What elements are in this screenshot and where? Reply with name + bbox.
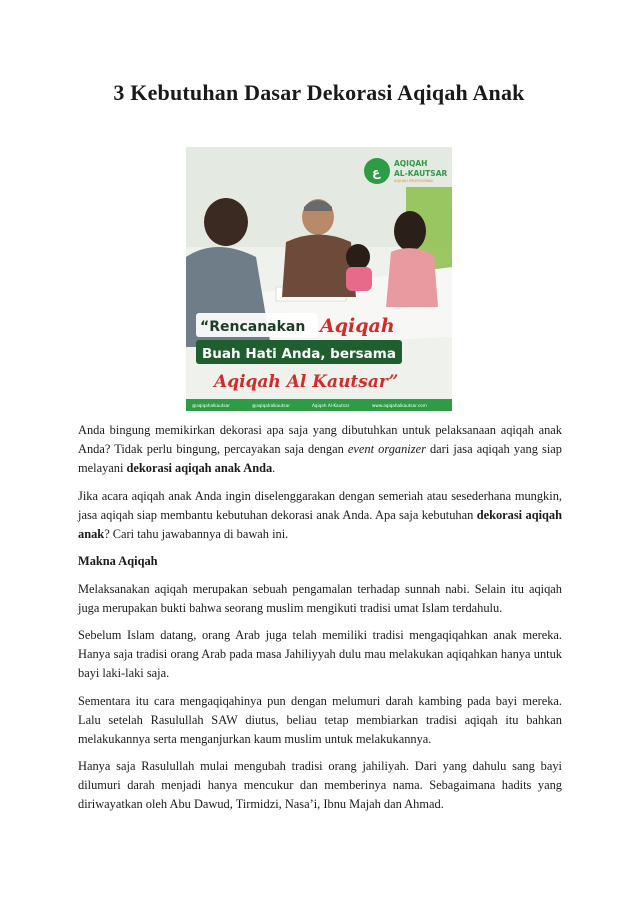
paragraph-intro: Anda bingung memikirkan dekorasi apa saja yang dibutuhkan untuk pelaksanaan aqiqah anak Anda? Tidak perlu bingung, percayakan saja dengan event organizer dari jasa aqiqah yang siap melayani dekorasi aqiqah anak Anda. bbox=[78, 423, 562, 475]
paragraph-kebutuhan: Jika acara aqiqah anak Anda ingin diselenggarakan dengan semeriah atau sesederhana mungkin, jasa aqiqah siap membantu kebutuhan dekorasi anak Anda. Apa saja kebutuhan dekorasi aqiqah anak? Cari tahu jawabannya di bawah ini. bbox=[78, 488, 562, 541]
slogan-line3: Aqiqah Al Kautsar” bbox=[214, 372, 399, 392]
paragraph-makna-4: Hanya saja Rasulullah mulai mengubah tradisi orang jahiliyah. Dari yang dahulu sang bayi dilumuri darah menjadi hanya mencukur dan memberinya nama. Sebagaimana hadits yang diriwayatkan oleh Abu Dawud, Tirmidzi, Nasa’i, Ibnu Majah dan Ahmad. bbox=[78, 759, 562, 811]
logo-line3: AQIQAH PROFESIONAL bbox=[394, 179, 434, 183]
footer-instagram: @aqiqahalkautsar bbox=[192, 403, 230, 408]
emphasis-event-organizer: event organizer bbox=[347, 442, 426, 456]
slogan-line1: “Rencanakan bbox=[200, 319, 306, 335]
paragraph-makna-2: Sebelum Islam datang, orang Arab juga telah memiliki tradisi mengaqiqahkan anak mereka. Hanya saja tradisi orang Arab pada masa Jahiliyyah dulu mau melakukan aqiqahkan hanya untuk bayi laki-laki saja. bbox=[78, 628, 562, 680]
keyword-dekorasi: dekorasi aqiqah anak Anda bbox=[126, 461, 273, 475]
logo-line2: AL-KAUTSAR bbox=[394, 169, 448, 178]
footer-website: www.aqiqahalkautsar.com bbox=[372, 403, 427, 408]
paragraph-makna-1: Melaksanakan aqiqah merupakan sebuah pengamalan terhadap sunnah nabi. Selain itu aqiqah juga merupakan bukti bahwa seorang muslim mengikuti tradisi umat Islam terdahulu. bbox=[78, 581, 562, 615]
section-heading-makna: Makna Aqiqah bbox=[78, 554, 158, 568]
paragraph-makna-3: Sementara itu cara mengaqiqahinya pun dengan melumuri darah kambing pada bayi mereka. Lalu setelah Rasulullah SAW diutus, beliau tetap membiarkan tradisi aqiqah itu bahkan melakukannya serta menganjurkan kaum muslim untuk melakukannya. bbox=[78, 693, 562, 746]
article-body bbox=[78, 421, 562, 823]
logo-line1: AQIQAH bbox=[394, 159, 428, 168]
keyword-dekorasi-anak: dekorasi aqiqah anak bbox=[78, 507, 562, 541]
page-title: 3 Kebutuhan Dasar Dekorasi Aqiqah Anak bbox=[113, 80, 525, 105]
slogan-word1: Aqiqah bbox=[320, 315, 395, 337]
svg-text:ع: ع bbox=[372, 165, 381, 179]
promo-image bbox=[186, 147, 452, 411]
promo-illustration bbox=[186, 147, 452, 411]
slogan-line2: Buah Hati Anda, bersama bbox=[202, 346, 396, 362]
footer-facebook: Aqiqah Al-Kautsar bbox=[312, 403, 350, 408]
footer-twitter: @aqiqahalkautsar bbox=[252, 403, 290, 408]
